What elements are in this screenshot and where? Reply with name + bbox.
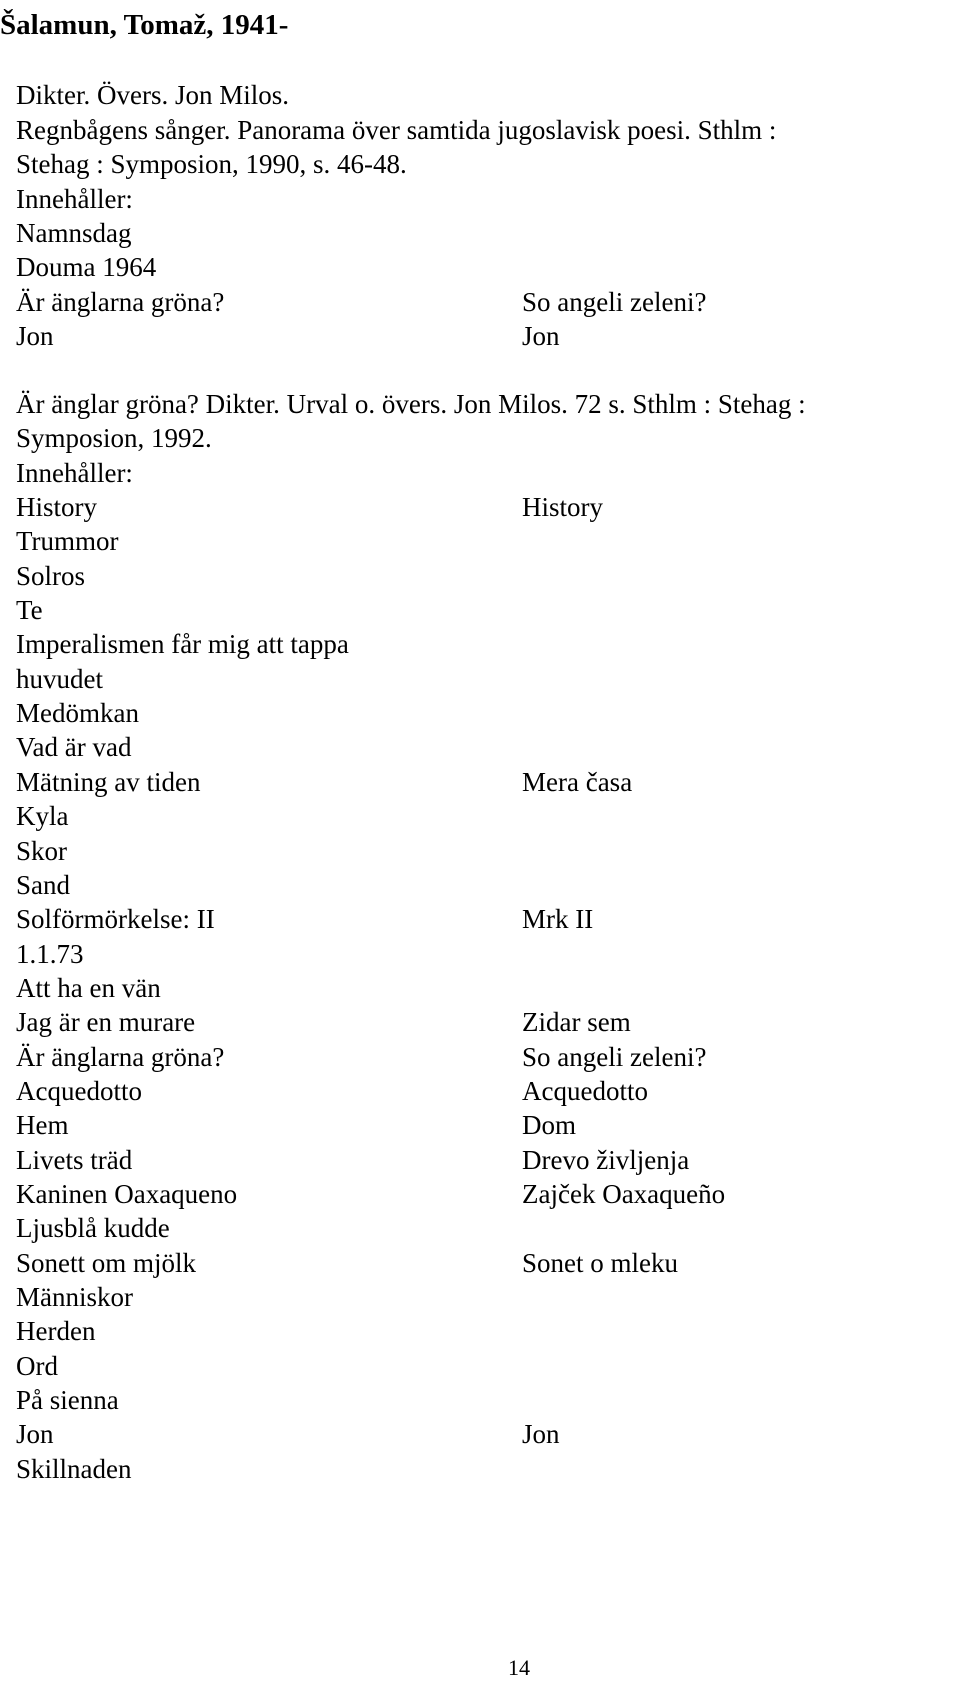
entry2-item-swedish: Kyla <box>16 801 69 831</box>
entry2-item-row <box>16 1040 916 1077</box>
entry2-item-row <box>16 902 916 939</box>
entry2-item-swedish: Solförmörkelse: II <box>16 904 215 934</box>
entry2-item-swedish: 1.1.73 <box>16 939 84 969</box>
entry1-item-original: Jon <box>522 321 560 351</box>
entry2-item-swedish: Imperalismen får mig att tappa <box>16 629 349 659</box>
entry2-title-line1: Är änglar gröna? Dikter. Urval o. övers. Jon Milos. 72 s. Sthlm : Stehag : <box>16 389 806 419</box>
entry2-item-swedish: Sand <box>16 870 70 900</box>
entry2-item-swedish: Herden <box>16 1316 96 1346</box>
entry1-source-line2: Stehag : Symposion, 1990, s. 46-48. <box>16 149 407 179</box>
entry2-item-swedish: Jag är en murare <box>16 1007 196 1037</box>
entry2-item-swedish: Vad är vad <box>16 732 132 762</box>
entry1-item-swedish: Jon <box>16 321 54 351</box>
entry2-item-row <box>16 971 916 1008</box>
entry1-item-row <box>16 285 916 322</box>
entry2-item-row <box>16 730 916 767</box>
entry2-item-row <box>16 1314 916 1351</box>
entry2-item-swedish: Hem <box>16 1110 69 1140</box>
entry2-item-swedish: På sienna <box>16 1385 119 1415</box>
entry2-item-row <box>16 937 916 974</box>
entry1-source-line1: Regnbågens sånger. Panorama över samtida jugoslavisk poesi. Sthlm : <box>16 115 777 145</box>
entry2-item-row <box>16 1349 916 1386</box>
entry2-item-original: History <box>522 492 603 522</box>
entry2-item-original: So angeli zeleni? <box>522 1042 707 1072</box>
entry2-item-row <box>16 1005 916 1042</box>
entry2-item-row <box>16 524 916 561</box>
entry2-item-original: Sonet o mleku <box>522 1248 678 1278</box>
entry2-item-original: Acquedotto <box>522 1076 648 1106</box>
entry2-item-swedish: Sonett om mjölk <box>16 1248 197 1278</box>
entry2-item-row <box>16 1452 916 1489</box>
entry2-item-original: Drevo življenja <box>522 1145 690 1175</box>
entry2-item-row <box>16 627 916 664</box>
entry2-title-line2: Symposion, 1992. <box>16 423 212 453</box>
entry2-item-swedish: Acquedotto <box>16 1076 142 1106</box>
entry2-item-row <box>16 1143 916 1180</box>
entry2-item-row <box>16 696 916 733</box>
entry2-item-row <box>16 834 916 871</box>
entry2-item-swedish: Livets träd <box>16 1145 133 1175</box>
entry2-item-swedish: Te <box>16 595 43 625</box>
entry1-contents-label: Innehåller: <box>16 184 133 214</box>
entry1-item-row <box>16 216 916 253</box>
entry2-item-row <box>16 1383 916 1420</box>
entry2-item-swedish: History <box>16 492 97 522</box>
entry2-item-swedish: Kaninen Oaxaqueno <box>16 1179 238 1209</box>
entry2-item-row <box>16 765 916 802</box>
entry2-item-original: Mera časa <box>522 767 633 797</box>
entry2-item-row <box>16 1280 916 1317</box>
entry2-item-row <box>16 1246 916 1283</box>
page-number: 14 <box>508 1655 530 1680</box>
entry1-item-swedish: Är änglarna gröna? <box>16 287 225 317</box>
entry2-item-swedish: Jon <box>16 1419 54 1449</box>
entry2-item-row <box>16 593 916 630</box>
entry1-item-swedish: Namnsdag <box>16 218 132 248</box>
entry2-item-row <box>16 1108 916 1145</box>
entry2-item-swedish: Medömkan <box>16 698 139 728</box>
author-heading: Šalamun, Tomaž, 1941- <box>0 9 289 41</box>
entry2-item-row <box>16 1074 916 1111</box>
entry2-item-swedish: Skor <box>16 836 68 866</box>
entry2-contents-label: Innehåller: <box>16 458 133 488</box>
entry2-item-swedish: Solros <box>16 561 86 591</box>
entry2-item-swedish: Ljusblå kudde <box>16 1213 170 1243</box>
entry1-item-row <box>16 250 916 287</box>
entry2-item-row <box>16 868 916 905</box>
entry2-item-row <box>16 662 916 699</box>
entry2-item-swedish: Människor <box>16 1282 133 1312</box>
entry2-item-row <box>16 559 916 596</box>
entry2-item-original: Zidar sem <box>522 1007 631 1037</box>
entry2-item-swedish: Mätning av tiden <box>16 767 201 797</box>
entry2-item-swedish: Skillnaden <box>16 1454 132 1484</box>
entry1-item-original: So angeli zeleni? <box>522 287 707 317</box>
entry2-item-swedish: Trummor <box>16 526 119 556</box>
entry1-title: Dikter. Övers. Jon Milos. <box>16 80 289 110</box>
entry2-item-row <box>16 1417 916 1454</box>
entry2-item-row <box>16 490 916 527</box>
entry1-item-swedish: Douma 1964 <box>16 252 157 282</box>
entry2-item-original: Jon <box>522 1419 560 1449</box>
entry2-item-swedish: Att ha en vän <box>16 973 161 1003</box>
entry2-item-swedish: Är änglarna gröna? <box>16 1042 225 1072</box>
entry2-item-original: Zajček Oaxaqueño <box>522 1179 726 1209</box>
entry1-item-row <box>16 319 916 356</box>
entry2-item-row <box>16 1177 916 1214</box>
entry2-item-row <box>16 799 916 836</box>
entry2-item-original: Mrk II <box>522 904 594 934</box>
entry2-item-row <box>16 1211 916 1248</box>
entry2-item-original: Dom <box>522 1110 576 1140</box>
entry2-item-swedish: Ord <box>16 1351 58 1381</box>
entry2-item-swedish: huvudet <box>16 664 103 694</box>
